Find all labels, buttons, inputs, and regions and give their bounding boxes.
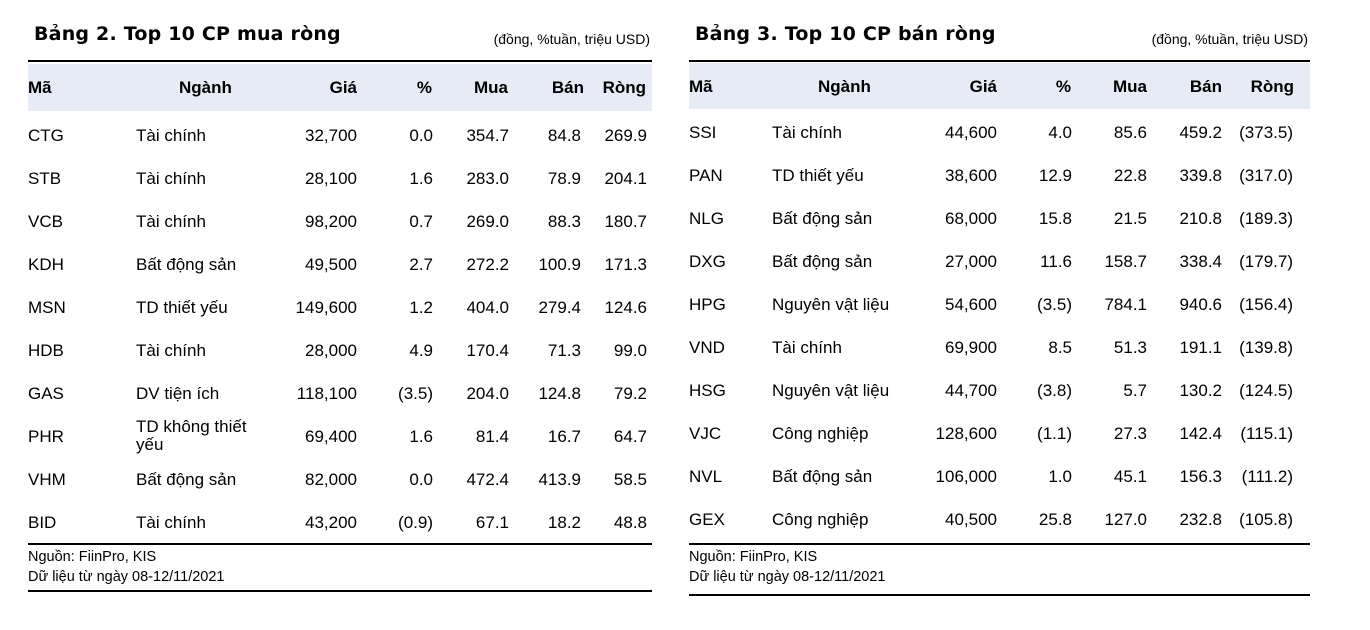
header-sector: Ngành <box>818 77 871 96</box>
cell-sector: Tài chính <box>772 123 842 142</box>
cell-price: 54,600 <box>945 295 997 314</box>
cell-ticker: NLG <box>689 209 724 228</box>
cell-sell: 124.8 <box>538 384 581 403</box>
cell-ticker: KDH <box>28 255 64 274</box>
cell-buy: 81.4 <box>475 427 509 446</box>
cell-price: 28,000 <box>305 341 357 360</box>
cell-ticker: NVL <box>689 467 723 486</box>
cell-buy: 204.0 <box>466 384 509 403</box>
cell-net: 180.7 <box>604 212 647 231</box>
cell-buy: 404.0 <box>466 298 509 317</box>
header-sell: Bán <box>1189 77 1222 96</box>
cell-sell: 78.9 <box>547 169 581 188</box>
cell-net: (139.8) <box>1239 338 1293 357</box>
cell-price: 28,100 <box>305 169 357 188</box>
cell-buy: 85.6 <box>1113 123 1147 142</box>
cell-sell: 18.2 <box>547 513 581 532</box>
date-note: Dữ liệu từ ngày 08-12/11/2021 <box>689 569 886 585</box>
cell-sell: 156.3 <box>1179 467 1222 486</box>
cell-change-pct: (3.8) <box>1037 381 1072 400</box>
cell-net: 269.9 <box>604 126 647 145</box>
cell-net: 79.2 <box>613 384 647 403</box>
cell-buy: 272.2 <box>466 255 509 274</box>
table-row <box>689 467 1310 507</box>
table-unit-note: (đồng, %tuần, triệu USD) <box>493 31 650 47</box>
cell-sell: 16.7 <box>547 427 581 446</box>
cell-buy: 127.0 <box>1104 510 1147 529</box>
cell-ticker: VJC <box>689 424 722 443</box>
cell-sell: 232.8 <box>1179 510 1222 529</box>
cell-buy: 170.4 <box>466 341 509 360</box>
cell-change-pct: (3.5) <box>398 384 433 403</box>
cell-buy: 354.7 <box>466 126 509 145</box>
cell-buy: 51.3 <box>1113 338 1147 357</box>
table-row <box>689 123 1310 163</box>
table-header-row <box>28 64 652 111</box>
header-ticker: Mã <box>689 77 713 96</box>
cell-net: (156.4) <box>1239 295 1293 314</box>
cell-change-pct: 1.0 <box>1048 467 1072 486</box>
header-change-pct: % <box>416 78 432 97</box>
cell-price: 40,500 <box>945 510 997 529</box>
cell-ticker: HDB <box>28 341 64 360</box>
header-price: Giá <box>969 77 997 96</box>
cell-change-pct: 11.6 <box>1040 252 1072 271</box>
header-sector: Ngành <box>179 78 232 97</box>
cell-price: 44,600 <box>945 123 997 142</box>
cell-buy: 45.1 <box>1113 467 1147 486</box>
table-header-row <box>689 63 1310 109</box>
cell-ticker: MSN <box>28 298 66 317</box>
date-note: Dữ liệu từ ngày 08-12/11/2021 <box>28 569 225 585</box>
cell-change-pct: 1.6 <box>409 427 433 446</box>
cell-net: (373.5) <box>1239 123 1293 142</box>
cell-ticker: HPG <box>689 295 726 314</box>
cell-price: 69,400 <box>305 427 357 446</box>
cell-sector: Bất động sản <box>136 470 237 489</box>
cell-net: 99.0 <box>613 341 647 360</box>
cell-net: 124.6 <box>604 298 647 317</box>
table-title: Bảng 2. Top 10 CP mua ròng <box>34 23 341 45</box>
cell-change-pct: 25.8 <box>1038 510 1072 529</box>
cell-price: 106,000 <box>935 467 997 486</box>
cell-buy: 784.1 <box>1104 295 1147 314</box>
header-net: Ròng <box>602 78 646 97</box>
cell-change-pct: 15.8 <box>1038 209 1072 228</box>
cell-sell: 191.1 <box>1179 338 1222 357</box>
cell-price: 98,200 <box>305 212 357 231</box>
table-row <box>28 513 652 553</box>
table-row <box>689 424 1310 464</box>
cell-sector: TD không thiết yếu <box>136 417 247 454</box>
cell-ticker: VND <box>689 338 725 357</box>
table-row <box>689 252 1310 292</box>
cell-sector: Nguyên vật liệu <box>772 381 890 400</box>
cell-change-pct: 1.6 <box>409 169 433 188</box>
cell-change-pct: (0.9) <box>398 513 433 532</box>
cell-change-pct: 8.5 <box>1048 338 1072 357</box>
cell-ticker: DXG <box>689 252 726 271</box>
cell-net: (111.2) <box>1241 467 1293 486</box>
table-row <box>689 209 1310 249</box>
cell-buy: 5.7 <box>1123 381 1147 400</box>
cell-sector: Tài chính <box>136 513 206 532</box>
cell-sell: 338.4 <box>1179 252 1222 271</box>
cell-sector: Nguyên vật liệu <box>772 295 890 314</box>
cell-sector: Tài chính <box>136 169 206 188</box>
cell-buy: 283.0 <box>466 169 509 188</box>
cell-net: 204.1 <box>604 169 647 188</box>
cell-net: 58.5 <box>613 470 647 489</box>
table-row <box>28 212 652 252</box>
cell-sector: TD thiết yếu <box>136 298 228 317</box>
cell-ticker: HSG <box>689 381 726 400</box>
cell-sector: Công nghiệp <box>772 424 869 443</box>
table-row <box>28 126 652 166</box>
cell-sell: 459.2 <box>1179 123 1222 142</box>
cell-sell: 100.9 <box>538 255 581 274</box>
source-note: Nguồn: FiinPro, KIS <box>28 549 157 565</box>
cell-net: 171.3 <box>604 255 647 274</box>
cell-sector: Công nghiệp <box>772 510 869 529</box>
cell-ticker: PAN <box>689 166 723 185</box>
cell-price: 32,700 <box>305 126 357 145</box>
cell-change-pct: 4.0 <box>1048 123 1072 142</box>
cell-sector: Bất động sản <box>772 467 873 486</box>
header-sell: Bán <box>551 78 584 97</box>
cell-sell: 940.6 <box>1179 295 1222 314</box>
cell-ticker: SSI <box>689 123 717 142</box>
table-end-rule <box>689 594 1310 596</box>
cell-sell: 130.2 <box>1179 381 1222 400</box>
table-top-rule <box>28 60 652 62</box>
header-buy: Mua <box>474 78 508 97</box>
cell-sell: 339.8 <box>1179 166 1222 185</box>
table-row <box>28 341 652 381</box>
cell-sector: Bất động sản <box>772 252 873 271</box>
table-row <box>689 381 1310 421</box>
cell-change-pct: 0.7 <box>409 212 433 231</box>
header-ticker: Mã <box>28 78 52 97</box>
cell-change-pct: (1.1) <box>1037 424 1072 443</box>
cell-ticker: GAS <box>28 384 64 403</box>
table-row <box>689 295 1310 335</box>
cell-sell: 413.9 <box>538 470 581 489</box>
cell-ticker: CTG <box>28 126 64 145</box>
cell-sector: TD thiết yếu <box>772 166 864 185</box>
cell-buy: 269.0 <box>466 212 509 231</box>
cell-ticker: BID <box>28 513 57 532</box>
cell-price: 82,000 <box>305 470 357 489</box>
cell-buy: 27.3 <box>1113 424 1147 443</box>
cell-price: 128,600 <box>935 424 997 443</box>
cell-sell: 71.3 <box>547 341 581 360</box>
cell-net: (124.5) <box>1239 381 1293 400</box>
table-row <box>28 470 652 510</box>
table-end-rule <box>28 590 652 592</box>
table-bottom-rule <box>689 543 1310 545</box>
cell-ticker: VHM <box>28 470 66 489</box>
cell-sell: 88.3 <box>547 212 581 231</box>
cell-buy: 472.4 <box>466 470 509 489</box>
cell-price: 44,700 <box>945 381 997 400</box>
table-row <box>28 384 652 424</box>
table-top10-net-buy <box>28 0 652 630</box>
cell-sell: 279.4 <box>538 298 581 317</box>
cell-sell: 210.8 <box>1179 209 1222 228</box>
cell-change-pct: (3.5) <box>1037 295 1072 314</box>
cell-change-pct: 12.9 <box>1038 166 1072 185</box>
cell-net: 64.7 <box>613 427 647 446</box>
cell-price: 118,100 <box>296 384 357 403</box>
cell-sector: Tài chính <box>136 212 206 231</box>
header-price: Giá <box>329 78 357 97</box>
table-unit-note: (đồng, %tuần, triệu USD) <box>1151 31 1308 47</box>
table-row <box>28 255 652 295</box>
cell-buy: 67.1 <box>475 513 509 532</box>
cell-change-pct: 2.7 <box>409 255 433 274</box>
cell-sector: Tài chính <box>136 341 206 360</box>
cell-buy: 22.8 <box>1113 166 1147 185</box>
table-row <box>689 166 1310 206</box>
cell-sell: 142.4 <box>1179 424 1222 443</box>
cell-price: 43,200 <box>305 513 357 532</box>
source-note: Nguồn: FiinPro, KIS <box>689 549 818 565</box>
table-row <box>689 338 1310 378</box>
cell-sector: DV tiện ích <box>136 384 220 403</box>
cell-change-pct: 1.2 <box>409 298 433 317</box>
table-row <box>28 169 652 209</box>
cell-ticker: VCB <box>28 212 63 231</box>
cell-net: (105.8) <box>1239 510 1293 529</box>
cell-ticker: PHR <box>28 427 64 446</box>
table-row <box>28 417 652 467</box>
cell-change-pct: 0.0 <box>409 470 433 489</box>
header-buy: Mua <box>1113 77 1147 96</box>
cell-net: 48.8 <box>613 513 647 532</box>
table-top-rule <box>689 60 1310 62</box>
cell-price: 27,000 <box>945 252 997 271</box>
cell-net: (189.3) <box>1239 209 1293 228</box>
cell-net: (115.1) <box>1240 424 1293 443</box>
header-net: Ròng <box>1250 77 1294 96</box>
cell-sector: Tài chính <box>136 126 206 145</box>
cell-buy: 21.5 <box>1113 209 1147 228</box>
header-change-pct: % <box>1055 77 1071 96</box>
cell-ticker: STB <box>28 169 62 188</box>
table-top10-net-sell <box>689 0 1310 630</box>
cell-price: 38,600 <box>945 166 997 185</box>
cell-change-pct: 4.9 <box>409 341 433 360</box>
cell-change-pct: 0.0 <box>409 126 433 145</box>
cell-price: 69,900 <box>945 338 997 357</box>
cell-price: 49,500 <box>305 255 357 274</box>
cell-sector: Bất động sản <box>136 255 237 274</box>
cell-sell: 84.8 <box>547 126 581 145</box>
cell-buy: 158.7 <box>1104 252 1147 271</box>
cell-net: (317.0) <box>1239 166 1293 185</box>
table-row <box>28 298 652 338</box>
cell-sector: Bất động sản <box>772 209 873 228</box>
cell-price: 149,600 <box>295 298 357 317</box>
table-bottom-rule <box>28 543 652 545</box>
cell-ticker: GEX <box>689 510 725 529</box>
cell-sector: Tài chính <box>772 338 842 357</box>
cell-net: (179.7) <box>1239 252 1293 271</box>
table-title: Bảng 3. Top 10 CP bán ròng <box>695 23 996 45</box>
cell-price: 68,000 <box>945 209 997 228</box>
